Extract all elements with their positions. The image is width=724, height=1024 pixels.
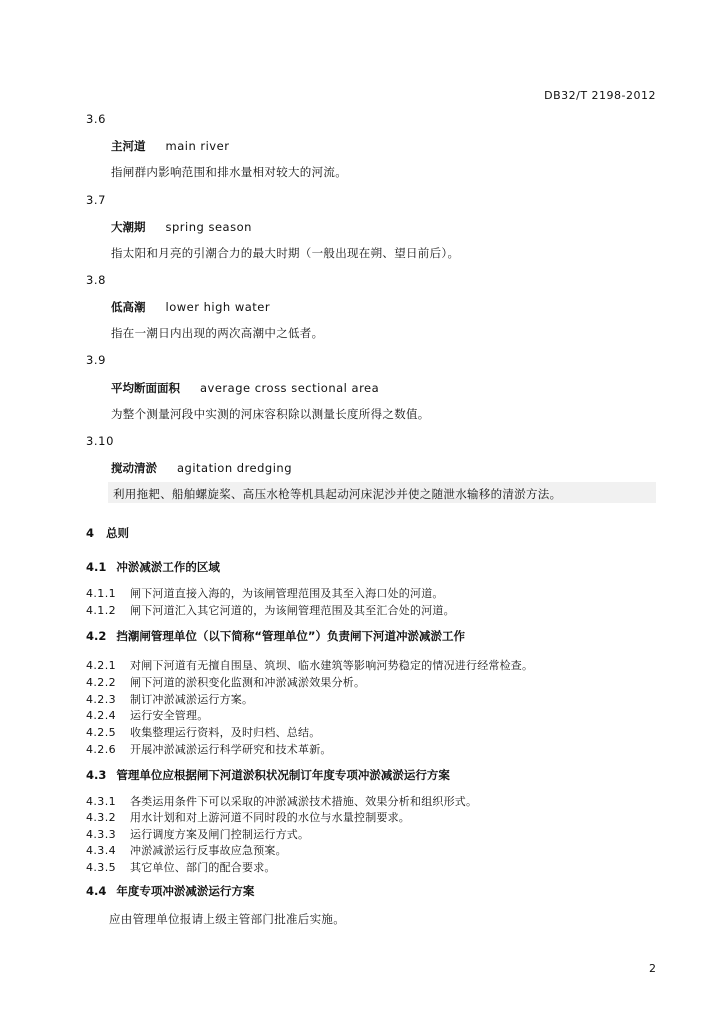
term-chinese: 主河道: [111, 139, 146, 153]
term-entry: [111, 138, 229, 154]
item-number: 4.2.1: [86, 659, 116, 672]
list-item: [86, 707, 208, 723]
item-text: 其它单位、部门的配合要求。: [130, 861, 276, 874]
item-number: 4.2.6: [86, 743, 116, 756]
term-number: 3.8: [86, 273, 107, 287]
term-english: agitation dredging: [177, 461, 293, 475]
list-item: [86, 724, 320, 740]
term-definition: 指在一潮日内出现的两次高潮中之低者。: [111, 326, 324, 340]
list-item: [86, 585, 444, 601]
term-number: 3.10: [86, 434, 115, 448]
chapter-title: 总则: [106, 526, 130, 540]
term-chinese: 低高潮: [111, 300, 146, 314]
list-item: [86, 809, 410, 825]
item-text: 闸下河道直接入海的，为该闸管理范围及其至入海口处的河道。: [130, 587, 444, 600]
page-number: 2: [649, 962, 656, 975]
item-text: 对闸下河道有无擅自围垦、筑坝、临水建筑等影响河势稳定的情况进行经常检查。: [130, 659, 534, 672]
section-heading: [86, 883, 254, 899]
list-item: [86, 793, 477, 809]
item-number: 4.3.2: [86, 811, 116, 824]
term-english: lower high water: [165, 300, 271, 314]
item-text: 各类运用条件下可以采取的冲淤减淤技术措施、效果分析和组织形式。: [130, 795, 478, 808]
item-number: 4.3.4: [86, 844, 116, 857]
section-title: 挡潮闸管理单位（以下简称“管理单位”）负责闸下河道冲淤减淤工作: [116, 629, 465, 643]
item-number: 4.1.1: [86, 587, 116, 600]
item-text: 开展冲淤减淤运行科学研究和技术革新。: [130, 743, 332, 756]
list-item: [86, 674, 365, 690]
term-english: average cross sectional area: [200, 381, 380, 395]
item-text: 闸下河道汇入其它河道的，为该闸管理范围及其至汇合处的河道。: [130, 604, 455, 617]
term-number: 3.6: [86, 112, 107, 126]
section-title: 年度专项冲淤减淤运行方案: [116, 884, 255, 898]
item-text: 运行安全管理。: [130, 709, 209, 722]
item-text: 收集整理运行资料，及时归档、总结。: [130, 726, 321, 739]
term-definition: 利用拖耙、船舶螺旋桨、高压水枪等机具起动河床泥沙并使之随泄水输移的清淤方法。: [113, 487, 562, 501]
section-heading: [86, 767, 450, 783]
term-definition: 指闸群内影响范围和排水量相对较大的河流。: [111, 165, 347, 179]
term-english: spring season: [165, 220, 252, 234]
list-item: [86, 657, 533, 673]
section-number: 4.1: [86, 560, 107, 574]
item-number: 4.3.3: [86, 828, 116, 841]
list-item: [86, 859, 276, 875]
list-item: [86, 842, 287, 858]
list-item: [86, 826, 309, 842]
section-heading: [86, 628, 465, 644]
item-number: 4.2.2: [86, 676, 116, 689]
item-number: 4.1.2: [86, 604, 116, 617]
chapter-number: 4: [86, 526, 95, 540]
term-chinese: 大潮期: [111, 220, 146, 234]
list-item: [86, 602, 455, 618]
term-entry: [111, 460, 292, 476]
term-chinese: 搅动清淤: [111, 461, 157, 475]
section-heading: [86, 559, 220, 575]
list-item: [86, 691, 253, 707]
chapter-heading: [86, 525, 129, 541]
section-number: 4.2: [86, 629, 107, 643]
item-text: 闸下河道的淤积变化监测和冲淤减淤效果分析。: [130, 676, 366, 689]
item-text: 冲淤减淤运行反事故应急预案。: [130, 844, 287, 857]
section-title: 管理单位应根据闸下河道淤积状况制订年度专项冲淤减淤运行方案: [116, 768, 450, 782]
term-definition: 为整个测量河段中实测的河床容积除以测量长度所得之数值。: [111, 407, 430, 421]
item-number: 4.3.5: [86, 861, 116, 874]
item-text: 制订冲淤减淤运行方案。: [130, 693, 254, 706]
section-paragraph: 应由管理单位报请上级主管部门批准后实施。: [109, 912, 345, 926]
term-number: 3.7: [86, 193, 107, 207]
section-number: 4.4: [86, 884, 107, 898]
term-chinese: 平均断面面积: [111, 381, 180, 395]
item-text: 用水计划和对上游河道不同时段的水位与水量控制要求。: [130, 811, 410, 824]
item-text: 运行调度方案及闸门控制运行方式。: [130, 828, 310, 841]
item-number: 4.2.5: [86, 726, 116, 739]
term-entry: [111, 219, 252, 235]
item-number: 4.3.1: [86, 795, 116, 808]
item-number: 4.2.4: [86, 709, 116, 722]
term-entry: [111, 299, 270, 315]
section-title: 冲淤减淤工作的区域: [116, 560, 220, 574]
document-code: DB32/T 2198-2012: [544, 89, 656, 102]
item-number: 4.2.3: [86, 693, 116, 706]
list-item: [86, 741, 332, 757]
term-entry: [111, 380, 379, 396]
section-number: 4.3: [86, 768, 107, 782]
term-english: main river: [165, 139, 230, 153]
term-number: 3.9: [86, 353, 107, 367]
term-definition: 指太阳和月亮的引潮合力的最大时期（一般出现在朔、望日前后）。: [111, 246, 460, 260]
